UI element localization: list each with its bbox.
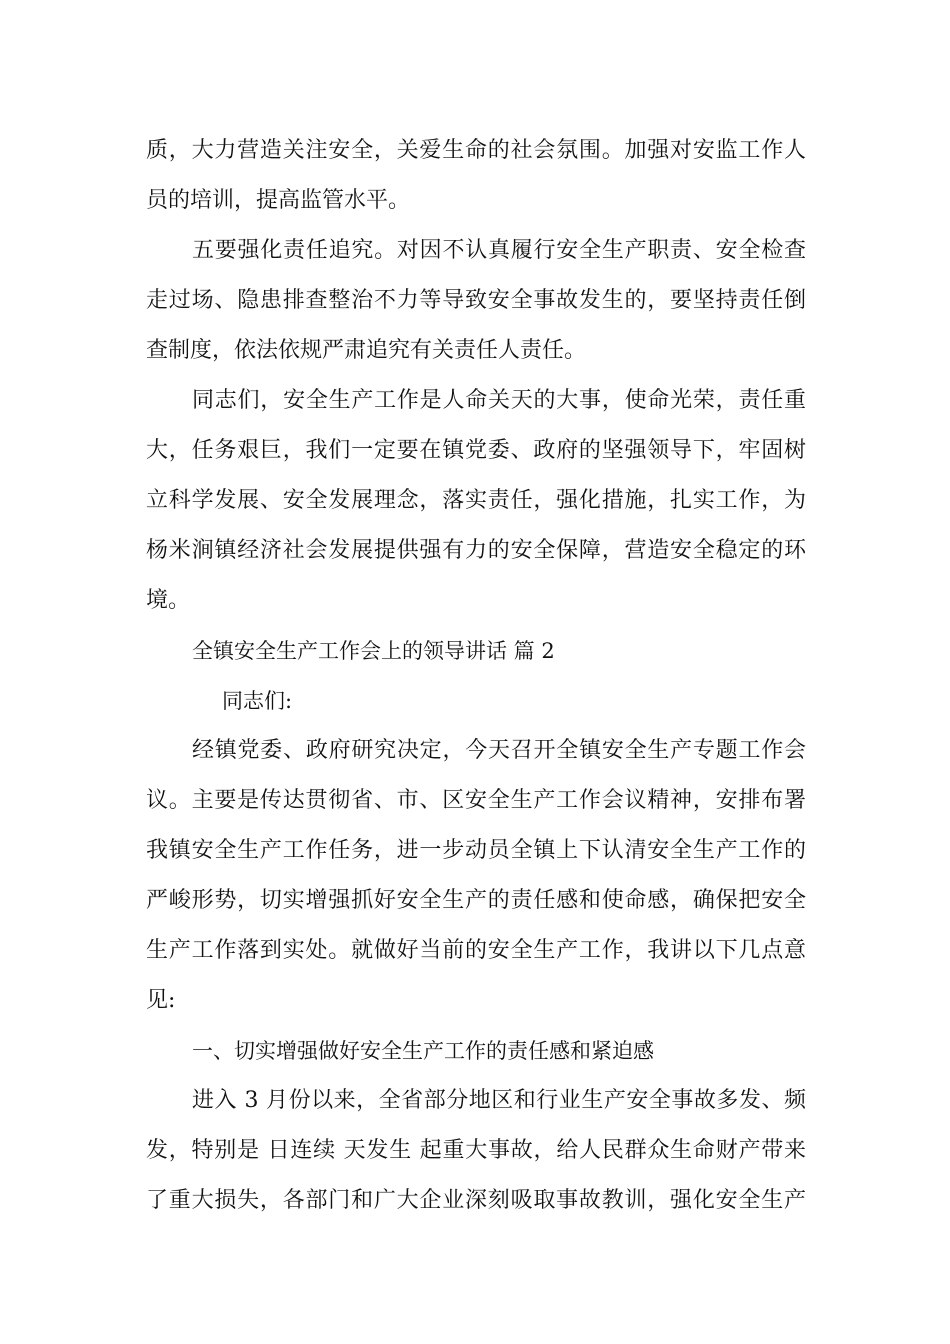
paragraph-line: 走过场、隐患排查整治不力等导致安全事故发生的，要坚持责任倒 (146, 288, 806, 313)
greeting: 同志们: (222, 689, 293, 713)
paragraph-line: 同志们，安全生产工作是人命关天的大事，使命光荣，责任重 (192, 388, 806, 413)
paragraph-line: 查制度，依法依规严肃追究有关责任人责任。 (146, 338, 587, 363)
paragraph-line: 生产工作落到实处。就做好当前的安全生产工作，我讲以下几点意 (146, 938, 806, 963)
paragraph-line: 经镇党委、政府研究决定，今天召开全镇安全生产专题工作会 (192, 738, 806, 763)
paragraph-line: 进入 3 月份以来，全省部分地区和行业生产安全事故多发、频 (192, 1088, 806, 1113)
paragraph-line: 发，特别是 日连续 天发生 起重大事故，给人民群众生命财产带来 (146, 1138, 806, 1163)
heading-one: 一、切实增强做好安全生产工作的责任感和紧迫感 (192, 1039, 654, 1063)
paragraph-line: 员的培训，提高监管水平。 (146, 188, 411, 213)
paragraph-line: 见: (146, 988, 176, 1013)
paragraph-line: 境。 (146, 588, 191, 613)
paragraph-line: 大，任务艰巨，我们一定要在镇党委、政府的坚强领导下，牢固树 (146, 438, 806, 463)
paragraph-line: 了重大损失，各部门和广大企业深刻吸取事故教训，强化安全生产 (146, 1188, 806, 1213)
paragraph-line: 杨米涧镇经济社会发展提供强有力的安全保障，营造安全稳定的环 (146, 538, 806, 563)
section-title: 全镇安全生产工作会上的领导讲话 篇 2 (192, 639, 555, 663)
paragraph-line: 五要强化责任追究。对因不认真履行安全生产职责、安全检查 (192, 238, 806, 263)
paragraph-line: 我镇安全生产工作任务，进一步动员全镇上下认清安全生产工作的 (146, 838, 806, 863)
paragraph-line: 质，大力营造关注安全，关爱生命的社会氛围。加强对安监工作人 (146, 138, 806, 163)
paragraph-line: 立科学发展、安全发展理念，落实责任，强化措施，扎实工作，为 (146, 488, 806, 513)
paragraph-line: 严峻形势，切实增强抓好安全生产的责任感和使命感，确保把安全 (146, 888, 806, 913)
paragraph-line: 议。主要是传达贯彻省、市、区安全生产工作会议精神，安排布署 (146, 788, 806, 813)
